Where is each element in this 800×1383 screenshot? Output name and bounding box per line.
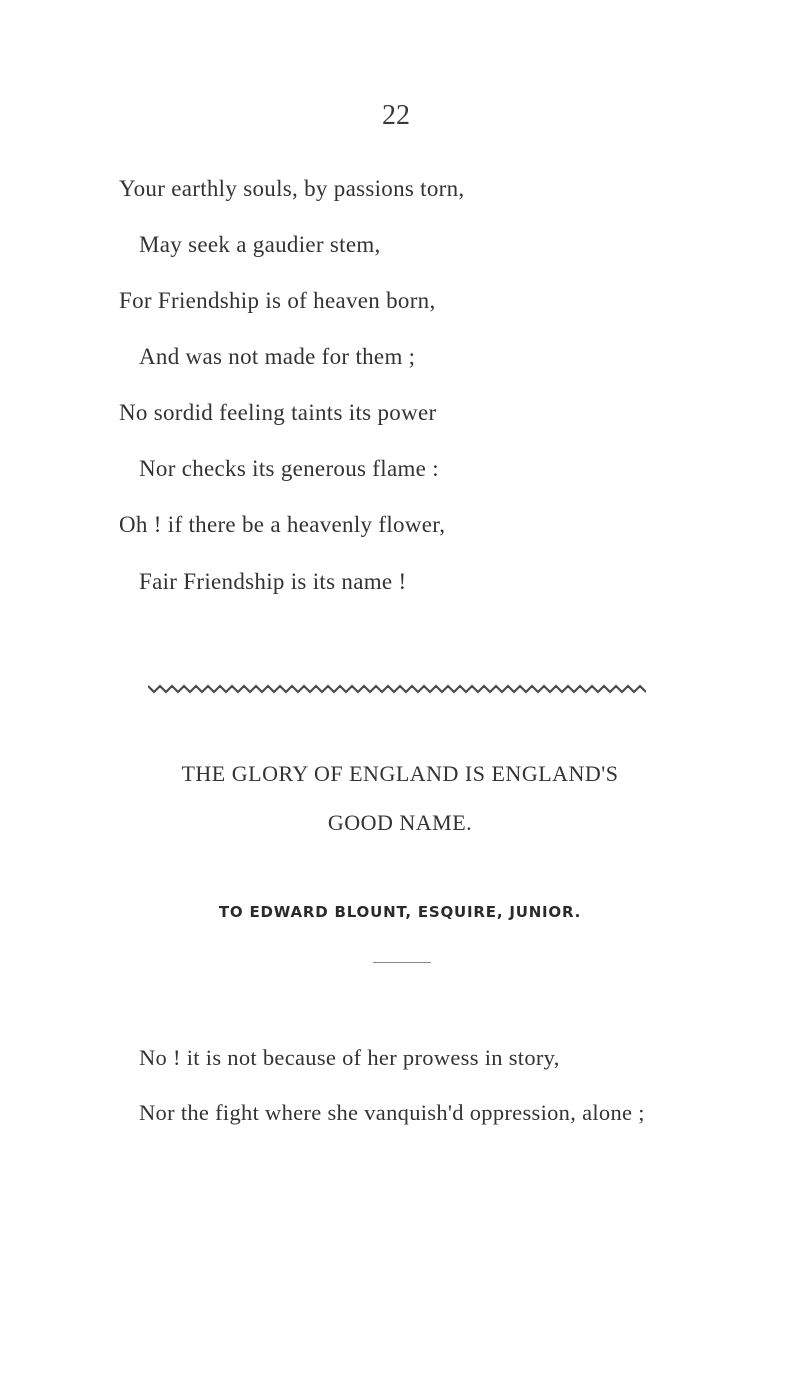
- section-title: THE GLORY OF ENGLAND IS ENGLAND'S: [181, 761, 619, 786]
- poem-line: No ! it is not because of her prowess in story,: [139, 1045, 560, 1070]
- section-title-continued: GOOD NAME.: [327, 810, 473, 835]
- stanza-line: Oh ! if there be a heavenly flower,: [119, 512, 446, 537]
- stanza-line: Your earthly souls, by passions torn,: [119, 176, 465, 201]
- page-number: 22: [382, 100, 410, 131]
- dedication: TO EDWARD BLOUNT, ESQUIRE, JUNIOR.: [218, 903, 582, 921]
- short-divider: [373, 962, 431, 964]
- stanza-line: Nor checks its generous flame :: [139, 456, 439, 481]
- stanza-line: May seek a gaudier stem,: [139, 232, 381, 257]
- stanza-line: For Friendship is of heaven born,: [119, 288, 436, 313]
- ornamental-rule: [148, 683, 646, 695]
- poem-line: Nor the fight where she vanquish'd oppression, alone ;: [139, 1100, 645, 1125]
- stanza-line: And was not made for them ;: [139, 344, 416, 369]
- stanza-line: No sordid feeling taints its power: [119, 400, 437, 425]
- stanza-line: Fair Friendship is its name !: [139, 569, 407, 594]
